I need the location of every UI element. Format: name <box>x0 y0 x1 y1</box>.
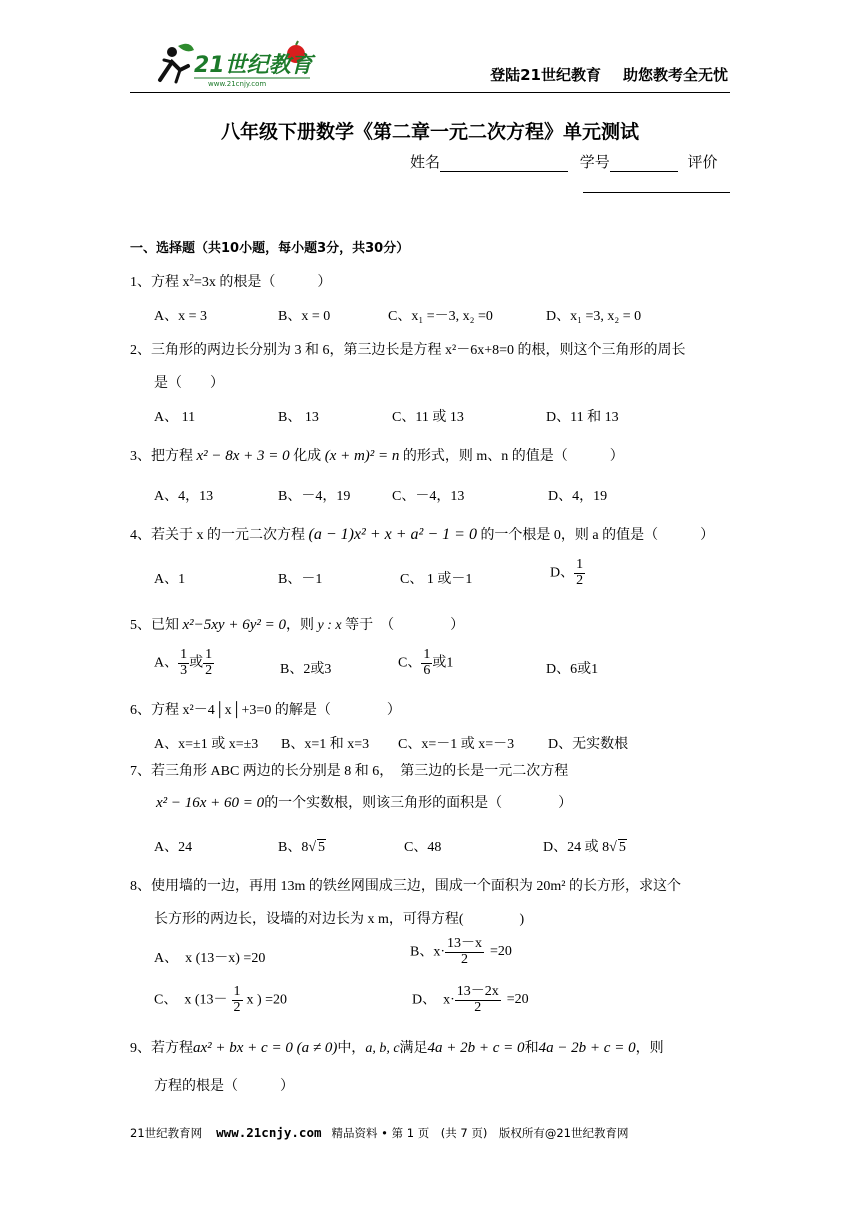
student-info <box>410 151 718 172</box>
name-blank <box>440 171 568 172</box>
footer-page-info: 精品资料 • 第 1 页 (共 7 页) 版权所有@21世纪教育网 <box>331 1126 629 1140</box>
q8-option-c: C、 x (13－ $\frac{1}{2}$ x ) =20 <box>154 984 288 1015</box>
id-blank <box>610 171 678 172</box>
name-label: 姓名 <box>410 155 441 171</box>
eval-label: 评价 <box>687 155 718 171</box>
question-6: 6、方程 x²－4│x│+3=0 的解是（ ） <box>130 703 401 718</box>
q5-equation: x²−5xy + 6y² = 0 <box>182 617 286 633</box>
q3-option-c: C、－4，13 <box>392 489 465 504</box>
header-divider <box>130 92 730 93</box>
q2-option-b: B、 13 <box>278 410 319 425</box>
question-8-line2: 长方形的两边长，设墙的对边长为 x m，可得方程( ) <box>154 912 525 927</box>
q1-option-a: A、x = 3 <box>154 309 208 324</box>
sqrt-icon: √ <box>308 840 317 855</box>
question-7: 7、若三角形 ABC 两边的长分别是 8 和 6， 第三边的长是一元二次方程 <box>130 764 569 779</box>
id-label: 学号 <box>579 155 610 171</box>
q1-option-d: D、x₁ =3, x₂ = 0 <box>546 309 642 324</box>
header-login-text: 登陆21世纪教育 <box>490 66 601 84</box>
question-4: 4、若关于 x 的一元二次方程 (a − 1)x² + x + a² − 1 = 0 的一个根是 0，则 a 的值是（ ） <box>130 526 715 543</box>
q6-option-c: C、x=－1 或 x=－3 <box>398 737 515 752</box>
q3-option-d: D、4，19 <box>548 489 608 504</box>
section-heading: 一、选择题（共10小题，每小题3分，共30分） <box>130 241 410 256</box>
svg-text:www.21cnjy.com: www.21cnjy.com <box>208 80 267 88</box>
q8-option-b: B、x· $\frac{13-x}{2}$ =20 <box>410 936 512 967</box>
footer-site-link[interactable]: www.21cnjy.com <box>216 1125 322 1140</box>
footer-site-name: 21世纪教育网 <box>130 1126 203 1140</box>
q6-option-a: A、x=±1 或 x=±3 <box>154 737 259 752</box>
question-9: 9、若方程ax² + bx + c = 0 (a ≠ 0)中，a, b, c满足4a + 2b + c = 0和4a − 2b + c = 0，则 <box>130 1040 664 1056</box>
q5-ratio: y : x <box>317 618 342 633</box>
q4-option-d: D、 $\frac{1}{2}$ <box>550 557 584 588</box>
page-title: 八年级下册数学《第二章一元二次方程》单元测试 <box>220 121 639 143</box>
question-3: 3、把方程 x² − 8x + 3 = 0 化成 (x + m)² = n 的形式，则 m、n 的值是（ ） <box>130 448 624 464</box>
q4-option-b: B、－1 <box>278 572 323 587</box>
question-2: 2、三角形的两边长分别为 3 和 6，第三边长是方程 x²－6x+8=0 的根，则这个三角形的周长 <box>130 343 686 358</box>
q3-option-a: A、4，13 <box>154 489 214 504</box>
question-1: 1、方程 $x^2=3x$ 的根是（ ） <box>130 272 332 290</box>
q7-option-a: A、24 <box>154 840 193 855</box>
q7-option-d: D、24 或 8√ 5 <box>543 840 626 855</box>
q5-option-d: D、6或1 <box>546 662 599 677</box>
q3-option-b: B、－4，19 <box>278 489 351 504</box>
q4-fraction: $\frac{1}{2}$ <box>576 557 584 588</box>
header-slogan <box>490 64 728 85</box>
q4-option-a: A、1 <box>154 572 186 587</box>
page-footer <box>130 1125 628 1141</box>
q1-option-b: B、x = 0 <box>278 309 331 324</box>
svg-text:21世纪教育: 21世纪教育 <box>194 53 313 78</box>
question-8: 8、使用墙的一边，再用 13m 的铁丝网围成三边，围成一个面积为 20m² 的长方形，求这个 <box>130 879 681 894</box>
q5-option-c: C、 $\frac{1}{6}$ 或1 <box>398 647 454 678</box>
q6-option-b: B、x=1 和 x=3 <box>281 737 370 752</box>
q7-equation: x² − 16x + 60 = 0 <box>156 795 265 811</box>
q7-option-b: B、8√ 5 <box>278 840 326 855</box>
q2-option-a: A、 11 <box>154 410 196 425</box>
question-2-line2: 是（ ） <box>154 376 224 391</box>
q8-option-a: A、 x (13－x) =20 <box>154 951 266 966</box>
site-logo <box>150 40 320 88</box>
question-5: 5、已知 x²−5xy + 6y² = 0，则 y : x 等于 （ ） <box>130 617 465 633</box>
question-9-line2: 方程的根是（ ） <box>154 1079 294 1094</box>
q8-option-d: D、 x· $\frac{13-2x}{2}$ =20 <box>412 984 529 1015</box>
q3-equation-1: x² − 8x + 3 = 0 <box>196 448 290 464</box>
q7-option-c: C、48 <box>404 840 442 855</box>
q2-option-d: D、11 和 13 <box>546 410 619 425</box>
q6-option-d: D、无实数根 <box>548 737 629 752</box>
q3-equation-2: (x + m)² = n <box>324 448 400 464</box>
q4-equation: (a − 1)x² + x + a² − 1 = 0 <box>308 526 477 543</box>
eval-blank <box>583 192 730 193</box>
q1-option-c: C、x₁ =－3, x₂ =0 <box>388 309 493 324</box>
sqrt-icon: √ <box>609 840 617 855</box>
q4-option-c: C、 1 或－1 <box>400 572 473 587</box>
question-7-line2: x² − 16x + 60 = 0的一个实数根，则该三角形的面积是（ ） <box>156 795 573 811</box>
q9-equation: ax² + bx + c = 0 (a ≠ 0) <box>193 1040 338 1056</box>
q2-option-c: C、11 或 13 <box>392 410 464 425</box>
q5-option-b: B、2或3 <box>280 662 332 677</box>
header-motto-text: 助您教考全无忧 <box>622 66 728 84</box>
q5-option-a: A、 $\frac{1}{3}$ 或 $\frac{1}{2}$ <box>154 647 213 678</box>
